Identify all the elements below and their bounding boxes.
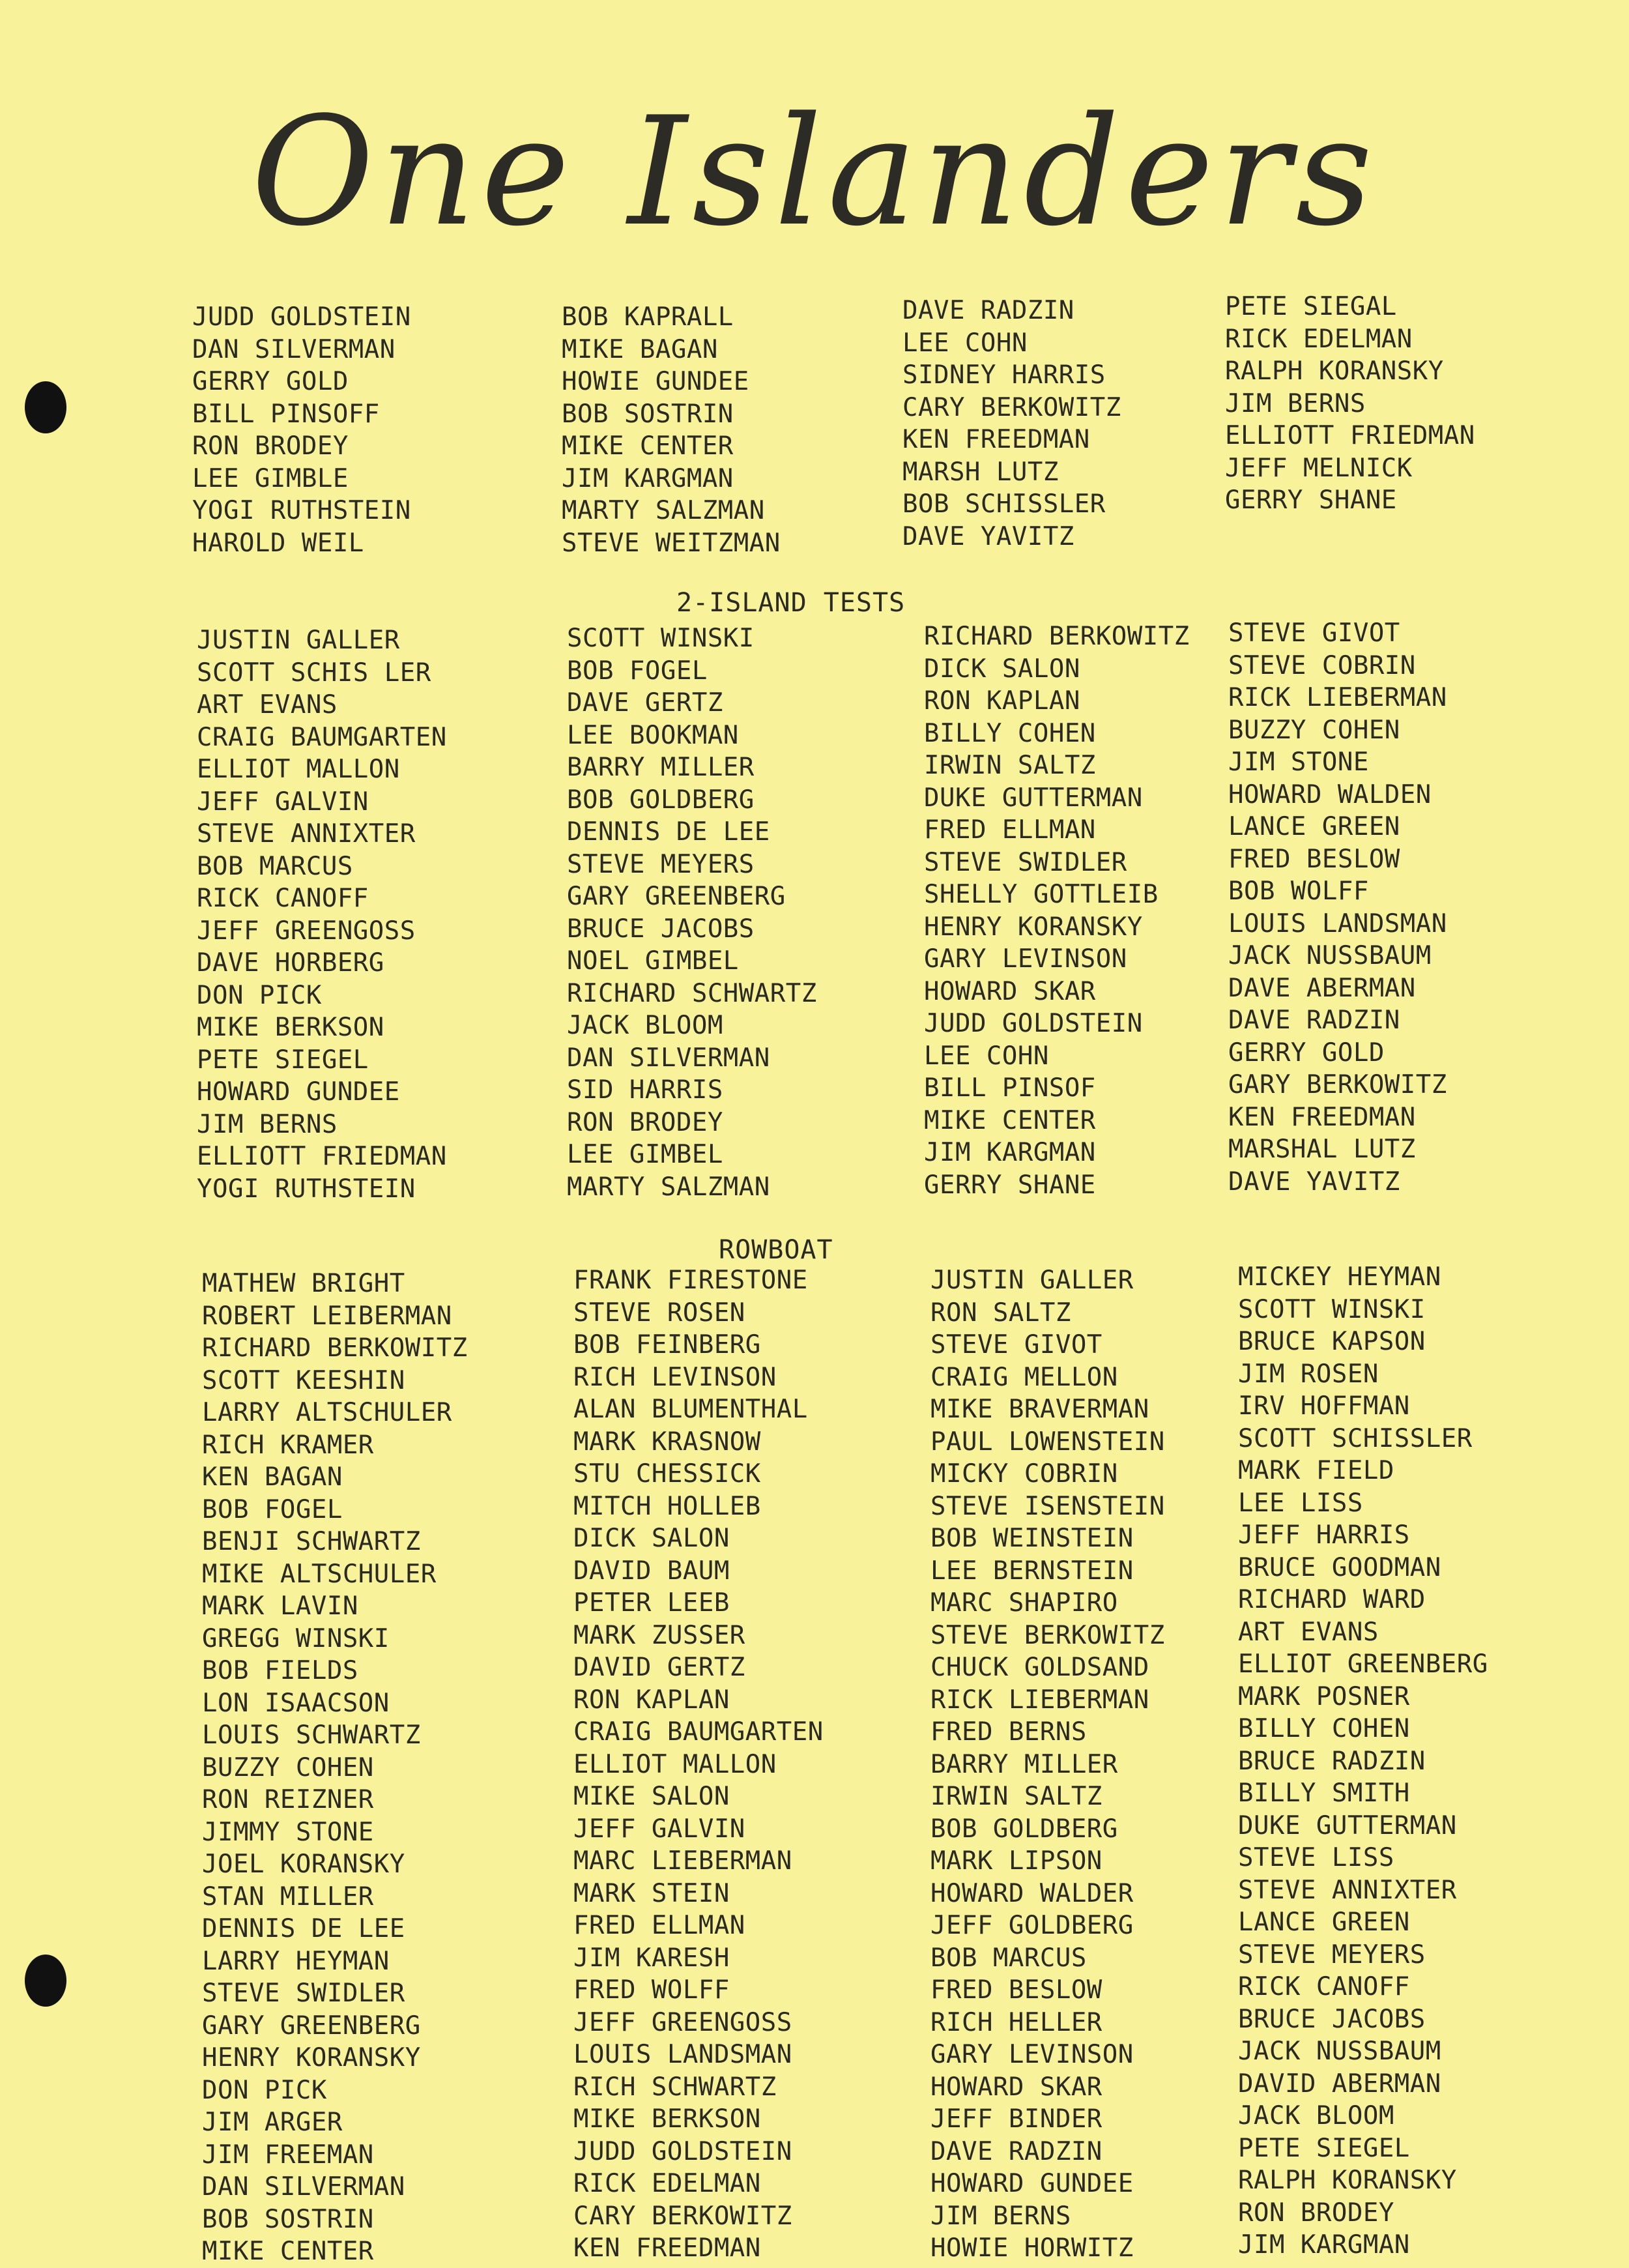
roster-name: STEVE LISS [1238,1843,1394,1872]
roster-name: STEVE WEITZMAN [562,528,781,558]
name-column-rowboat-3 [930,1264,1165,2265]
roster-name: BOB FEINBERG [573,1330,761,1359]
roster-name: DAVE YAVITZ [902,521,1074,551]
roster-name: IRWIN SALTZ [930,1782,1103,1811]
roster-name: FRED BESLOW [1228,844,1400,874]
roster-name: BILLY COHEN [924,718,1096,748]
roster-name: BRUCE GOODMAN [1238,1552,1441,1582]
roster-name: DON PICK [197,980,322,1010]
roster-name: BOB MARCUS [197,851,353,881]
roster-name: PETE SIEGEL [197,1045,369,1075]
roster-name: DICK SALON [573,1524,730,1553]
roster-name: RON KAPLAN [924,686,1080,716]
roster-name: LANCE GREEN [1228,812,1400,841]
roster-name: MARK LAVIN [202,1592,358,1621]
roster-name: LEE LISS [1238,1488,1363,1518]
roster-name: RICH LEVINSON [573,1362,777,1392]
roster-name: JIM FREEMAN [202,2140,374,2170]
roster-name: JEFF HARRIS [1238,1520,1410,1550]
roster-name: ELLIOT GREENBERG [1238,1650,1488,1679]
roster-name: LOUIS SCHWARTZ [202,1721,421,1750]
roster-name: BUZZY COHEN [202,1752,374,1782]
roster-name: BOB WOLFF [1228,877,1369,906]
roster-name: GERRY GOLD [1228,1038,1385,1068]
roster-name: DUKE GUTTERMAN [1238,1810,1457,1840]
roster-name: DAVE RADZIN [930,2136,1103,2166]
roster-name: YOGI RUTHSTEIN [197,1174,416,1204]
roster-name: JIM ROSEN [1238,1359,1379,1389]
roster-name: DON PICK [202,2075,327,2105]
roster-name: SIDNEY HARRIS [902,360,1106,390]
roster-name: JACK NUSSBAUM [1228,941,1432,970]
roster-name: JEFF GALVIN [573,1814,745,1844]
roster-name: DAVE YAVITZ [1228,1167,1400,1197]
name-column-2-island-tests-1 [197,624,447,1205]
roster-name: JUDD GOLDSTEIN [924,1009,1143,1038]
roster-name: GERRY SHANE [924,1170,1096,1200]
roster-name: MARK FIELD [1238,1456,1394,1485]
roster-name: SCOTT WINSKI [1238,1294,1426,1324]
roster-name: ROBERT LEIBERMAN [202,1301,452,1331]
roster-name: KEN BAGAN [202,1462,343,1492]
page-title: One Islanders [251,85,1378,259]
roster-name: HAROLD WEIL [192,528,364,558]
roster-name: JEFF GOLDBERG [930,1911,1134,1940]
roster-name: STEVE ANNIXTER [197,819,416,849]
roster-name: MIKE CENTER [202,2237,374,2266]
roster-name: BILL PINSOFF [192,399,380,429]
roster-name: MARC SHAPIRO [930,1588,1118,1618]
roster-name: FRANK FIRESTONE [573,1266,808,1295]
roster-name: GARY GREENBERG [567,882,786,911]
roster-name: FRED WOLFF [573,1975,730,2005]
roster-name: DAVID GERTZ [573,1653,745,1682]
roster-name: BOB SCHISSLER [902,489,1106,519]
roster-name: BRUCE KAPSON [1238,1327,1426,1356]
roster-name: MIKE BRAVERMAN [930,1395,1149,1424]
roster-name: MIKE CENTER [562,431,734,461]
roster-name: DICK SALON [924,654,1080,684]
roster-name: RICH HELLER [930,2007,1103,2037]
roster-name: JEFF GREENGOSS [197,916,416,946]
roster-name: JEFF GALVIN [197,787,369,817]
roster-name: BOB SOSTRIN [202,2204,374,2234]
roster-name: ELLIOT MALLON [573,1749,777,1779]
roster-name: DAVE RADZIN [902,296,1074,325]
roster-name: LOUIS LANDSMAN [1228,909,1447,938]
roster-name: RICK LIEBERMAN [1228,683,1447,712]
roster-name: RON KAPLAN [573,1685,730,1715]
roster-name: JIM BERNS [197,1109,338,1139]
roster-name: HOWIE GUNDEE [562,367,749,396]
roster-name: MIKE CENTER [924,1105,1096,1135]
roster-name: MATHEW BRIGHT [202,1269,405,1298]
roster-name: MARK LIPSON [930,1846,1103,1876]
roster-name: RICK CANOFF [197,884,369,913]
roster-name: STEVE MEYERS [1238,1940,1426,1970]
roster-name: RICHARD BERKOWITZ [202,1333,468,1363]
roster-name: LEE COHN [902,328,1028,358]
roster-name: BOB FIELDS [202,1656,358,1685]
roster-name: JEFF GREENGOSS [573,2007,792,2037]
name-column-2-island-tests-4 [1228,617,1447,1198]
roster-name: HOWARD SKAR [930,2072,1103,2102]
name-column-rowboat-4 [1238,1261,1488,2261]
roster-name: JIM ARGER [202,2108,343,2137]
roster-name: RICH SCHWARTZ [573,2072,777,2102]
roster-name: DAVE ABERMAN [1228,973,1416,1003]
roster-name: HENRY KORANSKY [924,912,1143,942]
roster-name: ELLIOTT FRIEDMAN [1225,421,1475,450]
roster-name: YOGI RUTHSTEIN [192,496,411,525]
roster-name: GARY LEVINSON [924,944,1127,974]
roster-name: PETE SIEGAL [1225,292,1397,321]
roster-name: LANCE GREEN [1238,1908,1410,1937]
roster-name: BILLY COHEN [1238,1714,1410,1743]
roster-name: MARK ZUSSER [573,1620,745,1650]
roster-name: HOWIE HORWITZ [930,2233,1134,2263]
roster-name: SID HARRIS [567,1075,723,1105]
roster-name: JIM KARGMAN [924,1138,1096,1167]
name-column-2-island-tests-3 [924,620,1190,1201]
roster-name: STEVE ANNIXTER [1238,1875,1457,1905]
roster-name: HOWARD GUNDEE [197,1077,400,1107]
roster-name: JIM STONE [1228,748,1369,777]
roster-name: LEE COHN [924,1041,1049,1071]
roster-name: DAN SILVERMAN [202,2172,405,2202]
roster-name: JEFF MELNICK [1225,453,1413,483]
roster-name: BOB FOGEL [567,656,708,686]
roster-name: BRUCE RADZIN [1238,1746,1426,1776]
section-heading-rowboat: ROWBOAT [719,1235,833,1265]
roster-name: MARK KRASNOW [573,1427,761,1457]
roster-name: DAN SILVERMAN [567,1043,770,1073]
roster-name: JUDD GOLDSTEIN [192,302,411,332]
roster-name: HOWARD SKAR [924,976,1096,1006]
roster-name: JIMMY STONE [202,1817,374,1847]
section-heading-2-island-tests: 2-ISLAND TESTS [676,588,906,618]
roster-name: DAVID BAUM [573,1556,730,1586]
roster-name: BENJI SCHWARTZ [202,1527,421,1556]
roster-name: BILL PINSOF [924,1073,1096,1103]
roster-name: DENNIS DE LEE [202,1914,405,1943]
roster-name: MIKE BERKSON [197,1013,384,1042]
roster-name: ART EVANS [1238,1617,1379,1647]
roster-name: LEE BERNSTEIN [930,1556,1134,1586]
roster-name: BARRY MILLER [930,1749,1118,1779]
roster-name: RON SALTZ [930,1298,1071,1328]
roster-name: JIM KARGMAN [562,463,734,493]
roster-name: JACK BLOOM [567,1011,723,1040]
name-column-one-islanders-2 [562,301,781,559]
roster-name: GERRY GOLD [192,367,349,396]
roster-name: STEVE COBRIN [1228,650,1416,680]
roster-name: JUSTIN GALLER [197,626,400,655]
roster-name: MIKE BAGAN [562,334,718,364]
roster-name: BOB KAPRALL [562,302,734,332]
roster-name: DAVE GERTZ [567,688,723,718]
roster-name: STEVE GIVOT [930,1330,1103,1359]
roster-name: IRWIN SALTZ [924,751,1096,780]
roster-name: MARSH LUTZ [902,457,1059,487]
roster-name: LON ISAACSON [202,1688,390,1718]
roster-name: RON REIZNER [202,1785,374,1814]
roster-name: BILLY SMITH [1238,1779,1410,1808]
roster-name: JIM BERNS [1225,388,1366,418]
roster-name: BUZZY COHEN [1228,715,1400,745]
roster-name: STEVE GIVOT [1228,618,1400,648]
roster-name: STEVE SWIDLER [924,847,1127,877]
roster-name: BRUCE JACOBS [1238,2004,1426,2034]
roster-name: RALPH KORANSKY [1238,2166,1457,2195]
roster-name: MARSHAL LUTZ [1228,1135,1416,1164]
roster-name: ART EVANS [197,690,338,720]
roster-name: PAUL LOWENSTEIN [930,1427,1165,1457]
roster-name: STAN MILLER [202,1882,374,1912]
roster-name: GARY BERKOWITZ [1228,1070,1447,1099]
roster-name: CRAIG BAUMGARTEN [573,1717,824,1747]
roster-name: STEVE MEYERS [567,849,755,879]
roster-name: STEVE ISENSTEIN [930,1491,1165,1521]
roster-name: JIM KARGMAN [1238,2230,1410,2260]
roster-name: STEVE SWIDLER [202,1979,405,2008]
roster-name: DAVE HORBERG [197,948,384,978]
roster-name: LOUIS LANDSMAN [573,2040,792,2069]
roster-name: MARTY SALZMAN [562,496,765,525]
roster-name: SCOTT SCHIS LER [197,658,431,688]
roster-name: RICK LIEBERMAN [930,1685,1149,1715]
roster-name: RALPH KORANSKY [1225,356,1444,386]
roster-name: KEN FREEDMAN [902,425,1090,454]
roster-name: DAN SILVERMAN [192,334,396,364]
roster-name: DAVID ABERMAN [1238,2069,1441,2099]
roster-name: RICH KRAMER [202,1430,374,1460]
roster-name: CHUCK GOLDSAND [930,1653,1149,1682]
roster-name: SHELLY GOTTLEIB [924,880,1159,909]
roster-name: MARK POSNER [1238,1681,1410,1711]
roster-name: IRV HOFFMAN [1238,1391,1410,1421]
roster-name: GREGG WINSKI [202,1623,390,1653]
roster-name: STEVE BERKOWITZ [930,1620,1165,1650]
roster-name: CARY BERKOWITZ [573,2201,792,2231]
roster-name: MARTY SALZMAN [567,1172,770,1202]
roster-name: JUDD GOLDSTEIN [573,2136,792,2166]
name-column-one-islanders-4 [1225,291,1475,517]
roster-name: MICKEY HEYMAN [1238,1262,1441,1292]
roster-name: HOWARD GUNDEE [930,2169,1134,2198]
roster-name: BARRY MILLER [567,753,755,782]
roster-name: ALAN BLUMENTHAL [573,1395,808,1424]
roster-name: PETER LEEB [573,1588,730,1618]
roster-name: MIKE BERKSON [573,2104,761,2134]
roster-name: FRED ELLMAN [573,1911,745,1940]
roster-name: FRED BERNS [930,1717,1087,1747]
roster-name: LARRY ALTSCHULER [202,1398,452,1427]
roster-name: BOB GOLDBERG [567,785,755,815]
roster-name: CRAIG MELLON [930,1362,1118,1392]
roster-name: STEVE ROSEN [573,1298,745,1328]
roster-name: BOB MARCUS [930,1943,1087,1973]
roster-name: RICHARD SCHWARTZ [567,978,817,1008]
roster-name: GARY GREENBERG [202,2011,421,2041]
roster-name: BOB WEINSTEIN [930,1524,1134,1553]
roster-name: MARC LIEBERMAN [573,1846,792,1876]
roster-name: HOWARD WALDER [930,1878,1134,1908]
roster-name: BRUCE JACOBS [567,914,755,944]
roster-name: RICK EDELMAN [1225,324,1413,354]
roster-name: LEE GIMBLE [192,463,349,493]
name-column-one-islanders-3 [902,295,1121,553]
roster-name: SCOTT KEESHIN [202,1365,405,1395]
roster-name: MITCH HOLLEB [573,1491,761,1521]
roster-name: NOEL GIMBEL [567,946,739,976]
roster-name: CRAIG BAUMGARTEN [197,722,447,752]
roster-name: HOWARD WALDEN [1228,779,1432,809]
roster-name: RON BRODEY [567,1107,723,1137]
roster-name: KEN FREEDMAN [1228,1102,1416,1132]
roster-name: RICHARD BERKOWITZ [924,622,1190,651]
roster-name: GARY LEVINSON [930,2040,1134,2069]
roster-name: MICKY COBRIN [930,1459,1118,1489]
roster-name: SCOTT SCHISSLER [1238,1423,1473,1453]
roster-name: LARRY HEYMAN [202,1946,390,1976]
roster-name: JOEL KORANSKY [202,1850,405,1879]
roster-name: KEN FREEDMAN [573,2233,761,2263]
roster-name: RICK EDELMAN [573,2169,761,2198]
roster-name: FRED BESLOW [930,1975,1103,2005]
roster-name: DENNIS DE LEE [567,817,770,847]
name-column-one-islanders-1 [192,301,411,559]
roster-name: DUKE GUTTERMAN [924,783,1143,813]
roster-name: DAVE RADZIN [1228,1006,1400,1035]
roster-name: BOB FOGEL [202,1494,343,1524]
roster-name: RON BRODEY [1238,2198,1394,2228]
roster-name: MIKE ALTSCHULER [202,1559,437,1589]
punch-hole-top [25,381,66,433]
roster-name: ELLIOTT FRIEDMAN [197,1142,447,1171]
roster-name: LEE BOOKMAN [567,720,739,750]
roster-name: FRED ELLMAN [924,815,1096,845]
roster-name: JIM BERNS [930,2201,1071,2231]
roster-name: RON BRODEY [192,431,349,461]
roster-name: BOB SOSTRIN [562,399,734,429]
roster-name: MIKE SALON [573,1782,730,1811]
roster-name: JIM KARESH [573,1943,730,1973]
name-column-rowboat-2 [573,1264,824,2265]
name-column-rowboat-1 [202,1268,468,2268]
name-column-2-island-tests-2 [567,622,817,1203]
roster-name: PETE SIEGEL [1238,2133,1410,2163]
roster-name: HENRY KORANSKY [202,2043,421,2072]
roster-name: JACK NUSSBAUM [1238,2037,1441,2066]
roster-name: STU CHESSICK [573,1459,761,1489]
roster-name: ELLIOT MALLON [197,755,400,784]
roster-name: CARY BERKOWITZ [902,392,1121,422]
roster-name: RICHARD WARD [1238,1585,1426,1614]
roster-name: MARK STEIN [573,1878,730,1908]
punch-hole-bottom [25,1955,66,2007]
roster-name: JUSTIN GALLER [930,1266,1134,1295]
roster-name: SCOTT WINSKI [567,624,755,653]
roster-name: JEFF BINDER [930,2104,1103,2134]
roster-name: RICK CANOFF [1238,1972,1410,2001]
roster-name: GERRY SHANE [1225,486,1397,515]
roster-name: LEE GIMBEL [567,1140,723,1169]
roster-name: JACK BLOOM [1238,2101,1394,2130]
roster-name: BOB GOLDBERG [930,1814,1118,1844]
